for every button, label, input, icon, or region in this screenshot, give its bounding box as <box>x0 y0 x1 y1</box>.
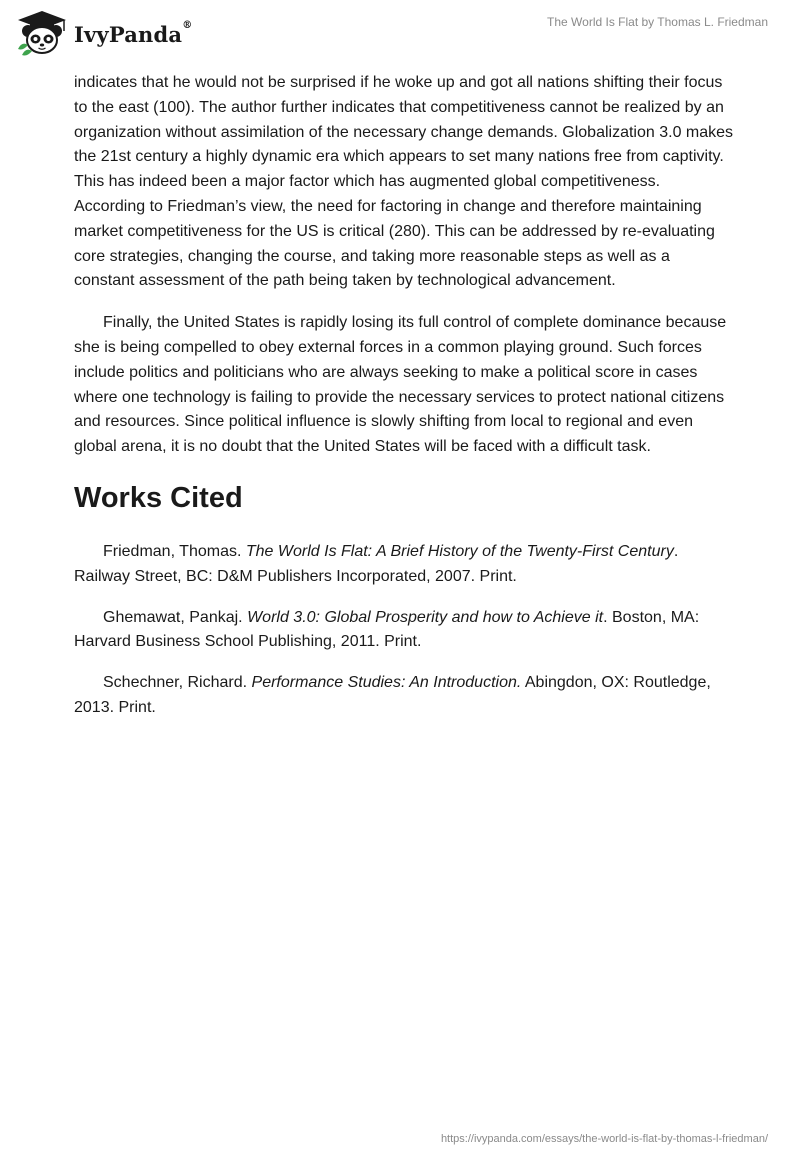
ivypanda-logo[interactable] <box>14 9 192 57</box>
citation-entry: Friedman, Thomas. The World Is Flat: A Brief History of the Twenty-First Century. Railway Street, BC: D&M Publishers Incorporated, 2007. Print. <box>74 542 679 585</box>
citation-entry: Schechner, Richard. Performance Studies: An Introduction. Abingdon, OX: Routledge, 2013. Print. <box>74 674 711 716</box>
page-header <box>0 0 800 70</box>
body-paragraph: indicates that he would not be surprised if he woke up and got all nations shifting their focus to the east (100). The author further indicates that competitiveness cannot be realized by an organization without assimilation of the necessary change demands. Globalization 3.0 makes the 21st century a highly dynamic era which appears to set many nations free from captivity. This has indeed been a major factor which has augmented global competitiveness. According to Friedman’s view, the need for factoring in change and therefore maintaining market competitiveness for the US is critical (280). This can be addressed by re-evaluating core strategies, changing the course, and taking more reasonable steps as well as a constant assessment of the path being taken by technological advancement. <box>74 74 734 290</box>
citation-entry: Ghemawat, Pankaj. World 3.0: Global Prosperity and how to Achieve it. Boston, MA: Harvard Business School Publishing, 2011. Print. <box>74 608 700 651</box>
document-title: The World Is Flat by Thomas L. Friedman <box>547 15 768 29</box>
works-cited-heading: Works Cited <box>74 481 243 514</box>
essay-body <box>74 71 734 737</box>
body-paragraph: Finally, the United States is rapidly losing its full control of complete dominance because she is being compelled to obey external forces in a common playing ground. Such forces include politics and politicians who are always seeking to make a political score in cases where one technology is failing to provide the necessary services to protect national citizens and resources. Since political influence is slowly shifting from local to regional and even global arena, it is no doubt that the United States will be faced with a difficult task. <box>74 314 727 456</box>
brand-name: IvyPanda® <box>74 19 193 47</box>
source-url[interactable]: https://ivypanda.com/essays/the-world-is-flat-by-thomas-l-friedman/ <box>440 1133 768 1145</box>
panda-logo-icon <box>14 9 70 57</box>
